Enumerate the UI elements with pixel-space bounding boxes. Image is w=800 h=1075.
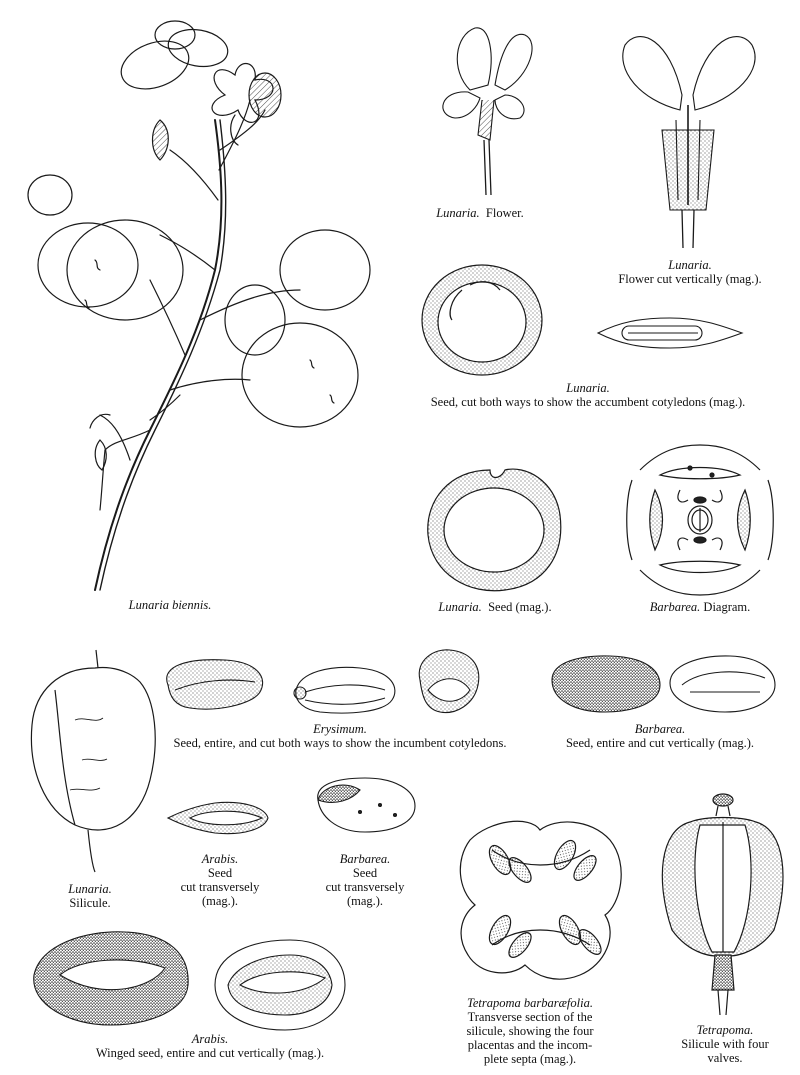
arabis-seed-transverse-drawing bbox=[168, 802, 268, 833]
barbarea-diagram-drawing bbox=[627, 445, 774, 595]
lunaria-seed-cut-drawing bbox=[422, 265, 542, 375]
caption-arabis-seed-transverse: Arabis. Seed cut transversely (mag.). bbox=[180, 852, 260, 908]
tetrapoma-silicule-drawing bbox=[662, 794, 783, 1015]
barbarea-seed-drawing bbox=[552, 656, 775, 712]
arabis-winged-seed-drawing bbox=[34, 932, 345, 1030]
caption-tetrapoma-section: Tetrapoma barbaræfolia. Transverse section of the silicule, showing the four placentas and the incom- plete septa (mag.). bbox=[466, 996, 594, 1066]
caption-lunaria-flower: Lunaria. Flower. bbox=[436, 206, 524, 220]
caption-lunaria-silicule: Lunaria. Silicule. bbox=[68, 882, 112, 910]
caption-barbarea-diagram: Barbarea. Diagram. bbox=[649, 600, 751, 614]
caption-barbarea-seed-transverse: Barbarea. Seed cut transversely (mag.). bbox=[325, 852, 405, 908]
caption-lunaria-seed-cut: Lunaria. Seed, cut both ways to show the accumbent cotyledons (mag.). bbox=[430, 381, 746, 409]
lunaria-flower-cut-drawing bbox=[623, 37, 755, 248]
lunaria-seed-drawing bbox=[428, 469, 561, 591]
caption-erysimum-seed: Erysimum. Seed, entire, and cut both ways to show the incumbent cotyledons. bbox=[173, 722, 507, 750]
lunaria-biennis-drawing bbox=[28, 21, 370, 590]
caption-tetrapoma-silicule: Tetrapoma. Silicule with four valves. bbox=[681, 1023, 769, 1065]
caption-arabis-winged-seed: Arabis. Winged seed, entire and cut vertically (mag.). bbox=[95, 1032, 325, 1060]
caption-lunaria-flower-cut: Lunaria. Flower cut vertically (mag.). bbox=[618, 258, 762, 286]
caption-barbarea-seed: Barbarea. Seed, entire and cut vertically (mag.). bbox=[565, 722, 755, 750]
caption-lunaria-seed: Lunaria. Seed (mag.). bbox=[438, 600, 552, 614]
lunaria-seed-transverse-drawing bbox=[598, 318, 742, 348]
lunaria-flower-drawing bbox=[443, 28, 532, 195]
barbarea-seed-transverse-drawing bbox=[318, 778, 415, 832]
erysimum-seed-drawing bbox=[167, 650, 479, 713]
lunaria-silicule-drawing bbox=[31, 650, 155, 872]
caption-lunaria-biennis: Lunaria biennis. bbox=[128, 598, 212, 612]
tetrapoma-section-drawing bbox=[460, 821, 621, 979]
